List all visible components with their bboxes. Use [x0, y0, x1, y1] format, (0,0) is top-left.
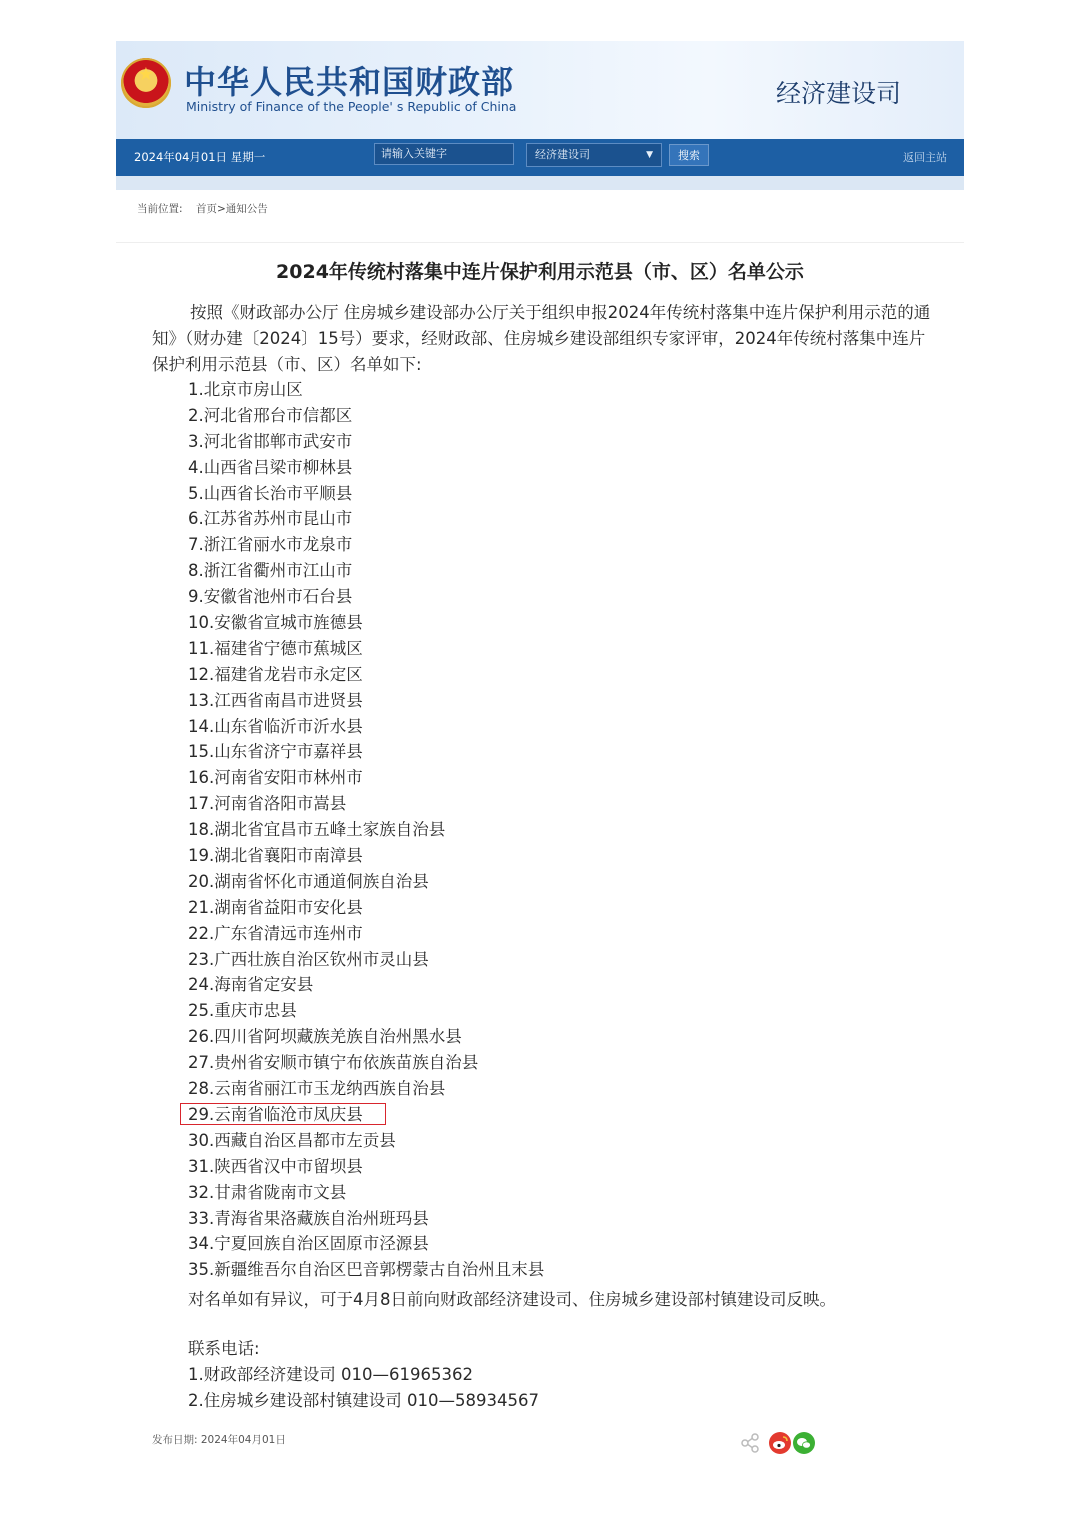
list-item: 33.青海省果洛藏族自治州班玛县: [188, 1208, 429, 1228]
ministry-name-en: Ministry of Finance of the People' s Republic of China: [186, 99, 517, 114]
breadcrumb-path[interactable]: 首页>通知公告: [196, 203, 268, 215]
list-item: 5.山西省长治市平顺县: [188, 483, 353, 503]
list-item: 13.江西省南昌市进贤县: [188, 690, 363, 710]
list-item: 20.湖南省怀化市通道侗族自治县: [188, 871, 429, 891]
list-item: 19.湖北省襄阳市南漳县: [188, 846, 363, 866]
header-banner: [116, 41, 964, 139]
list-item: 18.湖北省宜昌市五峰土家族自治县: [188, 820, 446, 840]
department-select[interactable]: [526, 143, 662, 167]
weibo-icon[interactable]: [769, 1432, 791, 1454]
county-list: [188, 377, 544, 1283]
wechat-icon[interactable]: [793, 1432, 815, 1454]
list-item: 27.贵州省安顺市镇宁布依族苗族自治县: [188, 1053, 479, 1073]
list-item: 21.湖南省益阳市安化县: [188, 897, 363, 917]
contact-line: 1.财政部经济建设司 010—61965362: [188, 1365, 473, 1384]
list-item: 14.山东省临沂市沂水县: [188, 716, 363, 736]
list-item: 3.河北省邯郸市武安市: [188, 431, 353, 451]
list-item: 17.河南省洛阳市嵩县: [188, 794, 347, 814]
national-emblem-icon[interactable]: ★: [121, 58, 171, 108]
list-item: 23.广西壮族自治区钦州市灵山县: [188, 949, 429, 969]
list-item: 25.重庆市忠县: [188, 1001, 297, 1021]
breadcrumb: [116, 190, 964, 243]
list-item: 2.河北省邢台市信都区: [188, 405, 353, 425]
list-item: 30.西藏自治区昌都市左贡县: [188, 1130, 396, 1150]
objection-notice: 对名单如有异议，可于4月8日前向财政部经济建设司、住房城乡建设部村镇建设司反映。: [188, 1290, 836, 1309]
ministry-name-cn[interactable]: 中华人民共和国财政部: [184, 63, 515, 101]
contact-line: 2.住房城乡建设部村镇建设司 010—58934567: [188, 1391, 539, 1410]
search-input[interactable]: 请输入关键字: [374, 143, 514, 165]
list-item-highlighted: 29.云南省临沧市凤庆县: [188, 1102, 544, 1128]
return-home-link[interactable]: 返回主站: [903, 151, 947, 164]
article-title: 2024年传统村落集中连片保护利用示范县（市、区）名单公示: [276, 261, 804, 283]
list-item: 34.宁夏回族自治区固原市泾源县: [188, 1234, 429, 1254]
search-button[interactable]: 搜索: [669, 144, 709, 166]
list-item: 4.山西省吕梁市柳林县: [188, 457, 353, 477]
list-item: 10.安徽省宣城市旌德县: [188, 613, 363, 633]
article-intro: 按照《财政部办公厅 住房城乡建设部办公厅关于组织申报2024年传统村落集中连片保护利用示范的通知》（财办建〔2024〕15号）要求，经财政部、住房城乡建设部组织专家评审，2024年传统村落集中连片保护利用示范县（市、区）名单如下:: [152, 303, 931, 374]
current-date: 2024年04月01日 星期一: [134, 150, 266, 164]
list-item: 35.新疆维吾尔自治区巴音郭楞蒙古自治州且末县: [188, 1260, 545, 1280]
list-item: 8.浙江省衢州市江山市: [188, 561, 353, 581]
list-item: 31.陕西省汉中市留坝县: [188, 1156, 363, 1176]
list-item: 11.福建省宁德市蕉城区: [188, 638, 363, 658]
page-container: [116, 41, 964, 243]
list-item: 7.浙江省丽水市龙泉市: [188, 535, 353, 555]
list-item: 1.北京市房山区: [188, 380, 303, 399]
department-name: 经济建设司: [775, 79, 901, 108]
chevron-down-icon: ▼: [646, 150, 653, 160]
breadcrumb-label: 当前位置:: [137, 203, 183, 215]
list-item: 28.云南省丽江市玉龙纳西族自治县: [188, 1079, 446, 1099]
list-item: 6.江苏省苏州市昆山市: [188, 509, 353, 529]
list-item: 24.海南省定安县: [188, 975, 314, 995]
nav-bar: [116, 139, 964, 190]
list-item: 26.四川省阿坝藏族羌族自治州黑水县: [188, 1027, 462, 1047]
publish-date: 发布日期: 2024年04月01日: [152, 1434, 286, 1446]
department-select-value: 经济建设司: [535, 148, 590, 161]
share-icon[interactable]: [740, 1432, 762, 1454]
contact-label: 联系电话:: [188, 1339, 260, 1358]
list-item: 9.安徽省池州市石台县: [188, 587, 353, 607]
list-item: 15.山东省济宁市嘉祥县: [188, 742, 363, 762]
list-item: 32.甘肃省陇南市文县: [188, 1182, 347, 1202]
list-item: 12.福建省龙岩市永定区: [188, 664, 363, 684]
contact-block: [188, 1336, 539, 1414]
list-item: 22.广东省清远市连州市: [188, 923, 363, 943]
list-item: 16.河南省安阳市林州市: [188, 768, 363, 788]
